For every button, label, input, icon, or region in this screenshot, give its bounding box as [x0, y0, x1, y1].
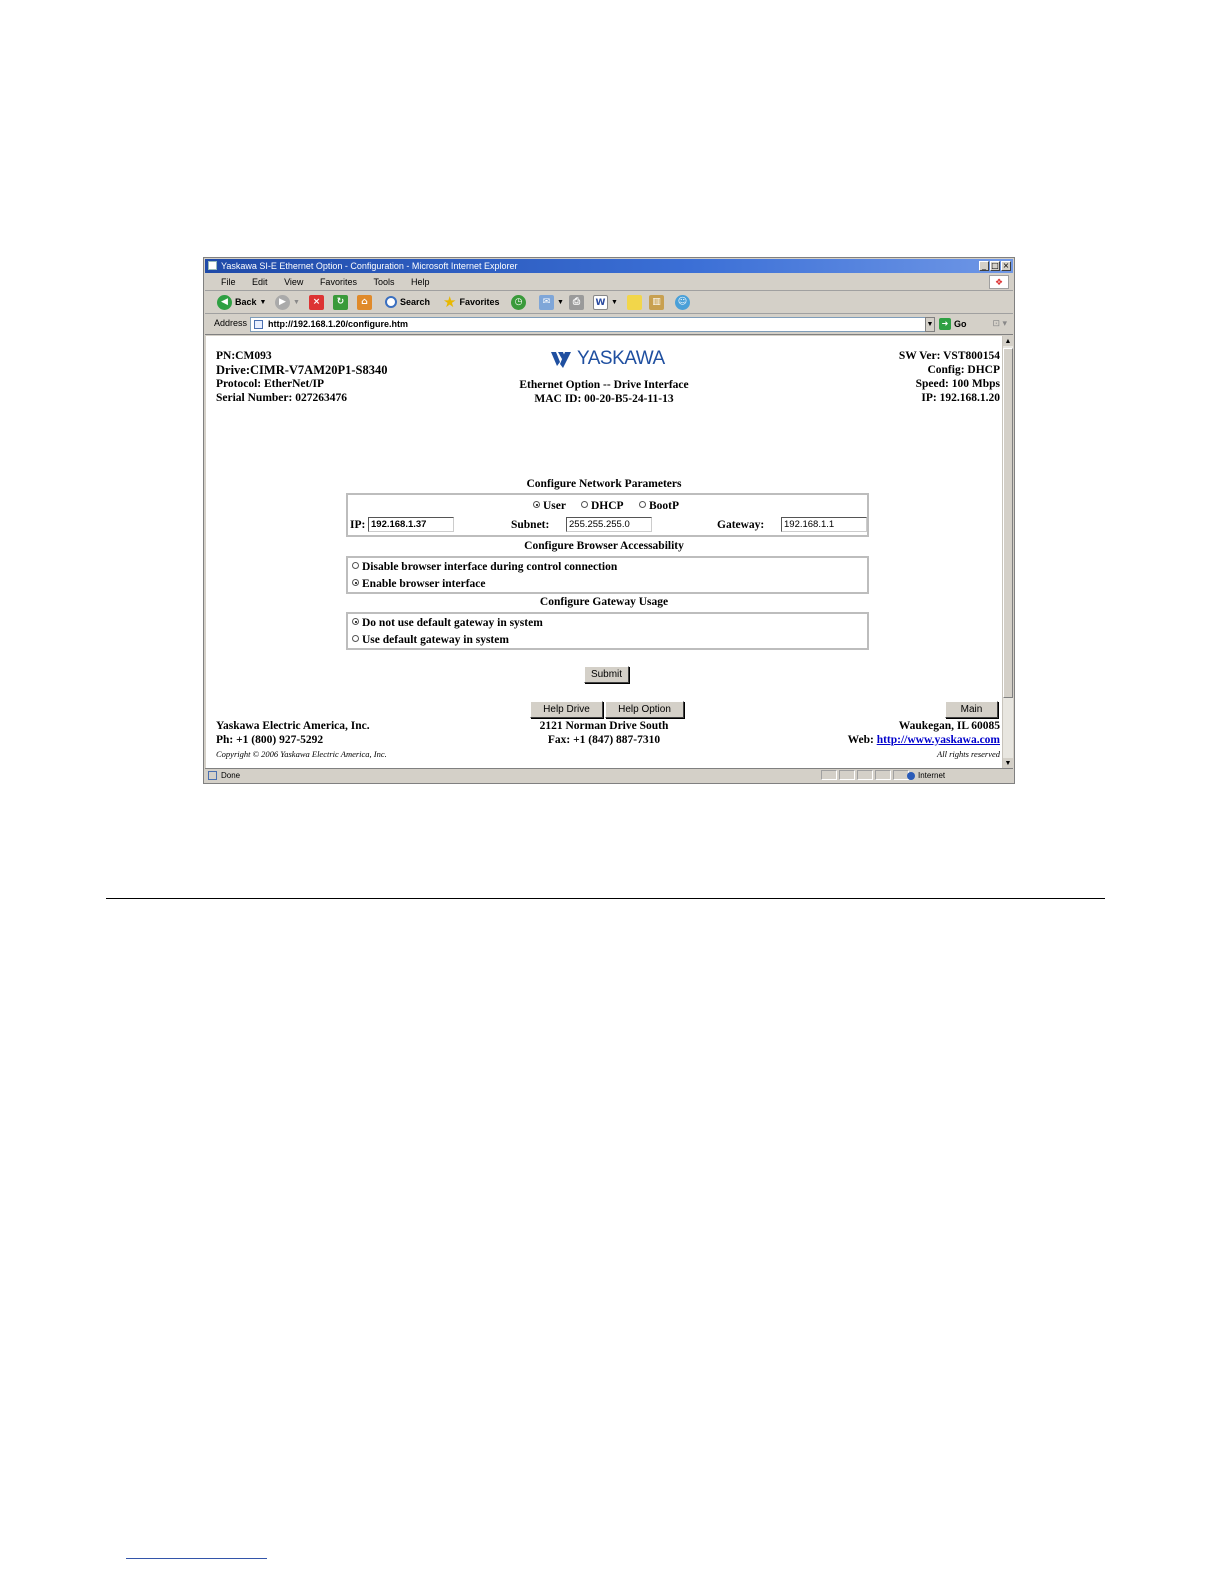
- network-section-title: Configure Network Parameters: [526, 478, 682, 490]
- mode-dhcp-label: DHCP: [591, 500, 624, 512]
- street-address: 2121 Norman Drive South: [539, 720, 669, 732]
- home-button[interactable]: [357, 294, 372, 310]
- address-bar: [205, 314, 1013, 335]
- ip-label: IP:: [350, 519, 366, 531]
- search-label: Search: [400, 297, 431, 307]
- protocol: Protocol: EtherNet/IP: [216, 378, 325, 390]
- software-version: SW Ver: VST800154: [898, 350, 1000, 362]
- gateway-usage-box: [346, 612, 869, 650]
- browser-window: [203, 257, 1015, 784]
- close-button[interactable]: ×: [1002, 261, 1010, 270]
- fax-number: Fax: +1 (847) 887-7310: [547, 734, 661, 746]
- status-cells: [821, 770, 909, 780]
- disable-browser-label: Disable browser interface during control connection: [362, 561, 618, 573]
- logo-text: YASKAWA: [577, 348, 665, 369]
- footnote-rule: [126, 1558, 267, 1559]
- print-button[interactable]: [569, 294, 584, 310]
- scroll-thumb[interactable]: [1003, 348, 1013, 698]
- enable-browser-radio[interactable]: [352, 579, 359, 586]
- disable-browser-radio[interactable]: [352, 562, 359, 569]
- vertical-scrollbar[interactable]: [1002, 336, 1013, 768]
- discuss-button[interactable]: [627, 294, 642, 310]
- yaskawa-logo: [551, 348, 665, 370]
- scroll-up-icon[interactable]: ▲: [1004, 337, 1012, 345]
- links-toolbar-icon[interactable]: ⊡ ▾: [992, 318, 1007, 328]
- status-bar: [205, 768, 1013, 782]
- help-option-button[interactable]: Help Option: [605, 701, 684, 718]
- globe-icon: [907, 772, 915, 780]
- mode-dhcp-option[interactable]: [581, 500, 624, 512]
- main-button[interactable]: Main: [945, 701, 998, 718]
- menu-edit[interactable]: Edit: [252, 277, 268, 287]
- home-icon: ⌂: [357, 295, 372, 310]
- part-number: PN:CM093: [216, 350, 272, 362]
- go-button[interactable]: [939, 318, 967, 330]
- address-dropdown-icon[interactable]: ▼: [925, 317, 935, 332]
- mode-dhcp-radio[interactable]: [581, 501, 588, 508]
- gateway-label: Gateway:: [717, 519, 765, 531]
- menu-help[interactable]: Help: [411, 277, 430, 287]
- mail-icon: ✉: [539, 295, 554, 310]
- back-button[interactable]: [217, 294, 266, 310]
- mode-user-radio[interactable]: [533, 501, 540, 508]
- use-default-gateway-radio[interactable]: [352, 635, 359, 642]
- rights-reserved: All rights reserved: [937, 749, 1000, 759]
- subnet-label: Subnet:: [511, 519, 550, 531]
- refresh-button[interactable]: [333, 294, 348, 310]
- mode-bootp-label: BootP: [649, 500, 680, 512]
- use-default-gateway-label: Use default gateway in system: [362, 634, 509, 646]
- search-button[interactable]: [385, 294, 430, 310]
- back-arrow-icon: ◀: [217, 295, 232, 310]
- address-label: Address: [214, 318, 248, 328]
- phone-number: Ph: +1 (800) 927-5292: [216, 734, 324, 746]
- web-page: [206, 336, 1002, 768]
- messenger-icon: ☺: [675, 295, 690, 310]
- use-default-gateway-option[interactable]: [352, 634, 509, 646]
- help-drive-button[interactable]: Help Drive: [530, 701, 603, 718]
- stop-button[interactable]: [309, 294, 324, 310]
- no-default-gateway-radio[interactable]: [352, 618, 359, 625]
- disable-browser-option[interactable]: [352, 561, 617, 573]
- mode-user-option[interactable]: [533, 500, 566, 512]
- history-icon: ◷: [511, 295, 526, 310]
- no-default-gateway-label: Do not use default gateway in system: [362, 617, 543, 629]
- back-dropdown-icon: ▼: [259, 298, 267, 306]
- status-text: Done: [221, 771, 241, 780]
- minimize-button[interactable]: _: [979, 261, 989, 271]
- page-divider: [106, 898, 1105, 899]
- menu-tools[interactable]: Tools: [373, 277, 395, 287]
- refresh-icon: ↻: [333, 295, 348, 310]
- edit-dropdown-icon: ▼: [611, 298, 618, 306]
- back-label: Back: [235, 297, 257, 307]
- star-icon: ★: [443, 293, 457, 311]
- browser-access-box: [346, 556, 869, 594]
- network-params-box: [346, 493, 869, 537]
- enable-browser-option[interactable]: [352, 578, 486, 590]
- go-label: Go: [954, 319, 967, 329]
- serial-number: Serial Number: 027263476: [216, 392, 347, 404]
- security-zone: [907, 769, 945, 782]
- enable-browser-label: Enable browser interface: [362, 578, 486, 590]
- title-bar: [205, 259, 1013, 273]
- stop-icon: ×: [309, 295, 324, 310]
- ip-address: IP: 192.168.1.20: [921, 392, 1000, 404]
- link-speed: Speed: 100 Mbps: [915, 378, 1000, 390]
- favorites-button[interactable]: [443, 294, 499, 310]
- page-icon: [254, 320, 263, 329]
- address-input[interactable]: [250, 317, 934, 332]
- mac-id: MAC ID: 00-20-B5-24-11-13: [534, 393, 674, 405]
- windows-logo-icon: ❖: [989, 275, 1009, 289]
- ie-page-icon: [208, 261, 217, 270]
- note-icon: [627, 295, 642, 310]
- edit-button[interactable]: [593, 294, 618, 310]
- zone-label: Internet: [918, 771, 946, 780]
- web-line: [848, 733, 1000, 747]
- address-url: http://192.168.1.20/configure.htm: [268, 319, 409, 329]
- company-name: Yaskawa Electric America, Inc.: [216, 720, 370, 732]
- config-mode: Config: DHCP: [927, 364, 1000, 376]
- browser-toolbar: [205, 291, 1013, 314]
- footer-right: [848, 719, 1000, 761]
- research-icon: ▥: [649, 295, 664, 310]
- favorites-label: Favorites: [459, 297, 500, 307]
- copyright: Copyright © 2006 Yaskawa Electric America, Inc.: [216, 749, 387, 759]
- forward-dropdown-icon: ▼: [293, 298, 300, 306]
- gateway-input[interactable]: 192.168.1.1: [781, 517, 867, 532]
- search-icon: [385, 296, 397, 308]
- ip-input[interactable]: 192.168.1.37: [368, 517, 454, 532]
- menu-bar: [205, 274, 1013, 291]
- browser-access-title: Configure Browser Accessability: [524, 540, 684, 552]
- menu-file[interactable]: File: [221, 277, 236, 287]
- no-default-gateway-option[interactable]: [352, 617, 543, 629]
- forward-arrow-icon: ▶: [275, 295, 290, 310]
- research-button[interactable]: [649, 294, 664, 310]
- menu-favorites[interactable]: Favorites: [319, 277, 357, 287]
- word-edit-icon: W: [593, 295, 608, 310]
- subnet-input[interactable]: 255.255.255.0: [566, 517, 652, 532]
- mail-button[interactable]: [539, 294, 564, 310]
- print-icon: ⎙: [569, 295, 584, 310]
- gateway-usage-title: Configure Gateway Usage: [539, 596, 669, 608]
- history-button[interactable]: [511, 294, 526, 310]
- yaskawa-logo-icon: [551, 350, 573, 368]
- mode-user-label: User: [543, 500, 566, 512]
- mode-bootp-radio[interactable]: [639, 501, 646, 508]
- website-link[interactable]: http://www.yaskawa.com: [876, 734, 1000, 746]
- page-done-icon: [208, 771, 217, 780]
- window-title: Yaskawa SI-E Ethernet Option - Configuration - Microsoft Internet Explorer: [221, 261, 518, 271]
- mode-bootp-option[interactable]: [639, 500, 679, 512]
- device-info-center: [206, 378, 1002, 406]
- city-address: Waukegan, IL 60085: [898, 720, 1000, 732]
- interface-subtitle: Ethernet Option -- Drive Interface: [519, 379, 689, 391]
- scroll-down-icon[interactable]: ▼: [1004, 759, 1012, 767]
- device-info-right: [899, 349, 1000, 405]
- drive-model: Drive:CIMR-V7AM20P1-S8340: [216, 363, 388, 377]
- messenger-button[interactable]: [675, 294, 690, 310]
- mail-dropdown-icon: ▼: [557, 298, 564, 306]
- maximize-button[interactable]: □: [991, 261, 999, 270]
- web-label: Web:: [847, 734, 874, 746]
- forward-button[interactable]: [275, 294, 300, 310]
- go-arrow-icon: ➜: [939, 318, 951, 330]
- submit-button[interactable]: Submit: [584, 666, 629, 683]
- menu-view[interactable]: View: [284, 277, 304, 287]
